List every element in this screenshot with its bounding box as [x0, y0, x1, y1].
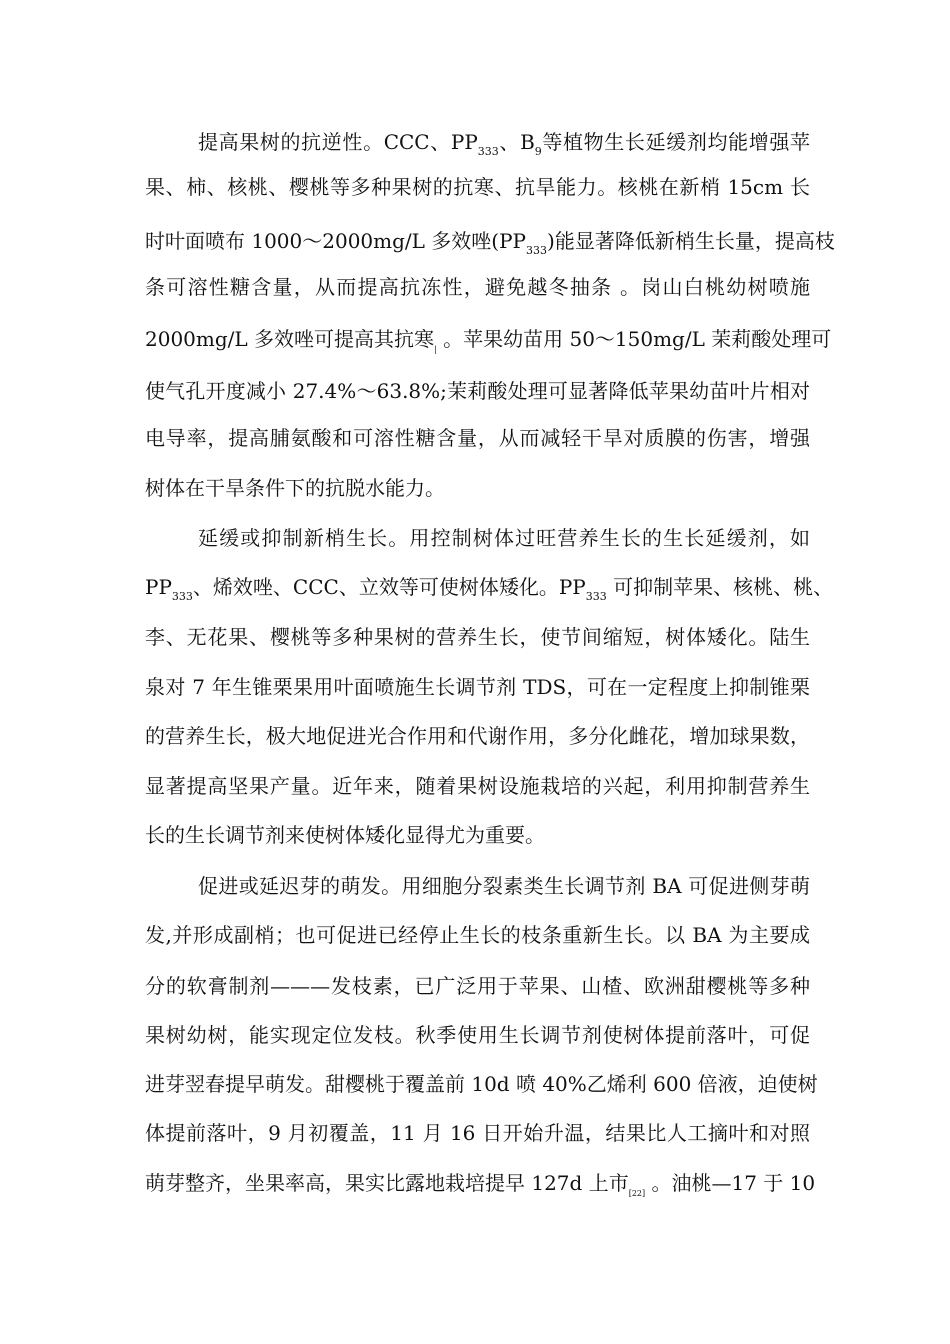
text-run: )能显著降低新梢生长量，提高枝 [547, 229, 835, 253]
paragraph-3-line-1: 促进或延迟芽的萌发。用细胞分裂素类生长调节剂 BA 可促进侧芽萌 [198, 874, 810, 898]
subscript: 333 [477, 145, 499, 158]
paragraph-1-line-4: 条可溶性糖含量，从而提高抗冻性，避免越冬抽条 。岗山白桃幼树喷施 [145, 275, 810, 299]
paragraph-2-line-3: 李、无花果、樱桃等多种果树的营养生长，使节间缩短，树体矮化。陆生 [145, 625, 810, 649]
paragraph-3-line-7 [145, 1166, 816, 1200]
text-run: 、烯效唑、CCC、立效等可使树体矮化。PP [192, 575, 586, 599]
subscript: 9 [534, 145, 542, 158]
paragraph-1-line-1 [145, 125, 810, 159]
paragraph-2-line-4: 泉对 7 年生锥栗果用叶面喷施生长调节剂 TDS，可在一定程度上抑制锥栗 [145, 675, 810, 699]
text-run: 等植物生长延缓剂均能增强苹 [541, 130, 810, 154]
paragraph-2-line-6: 显著提高坚果产量。近年来，随着果树设施栽培的兴起，利用抑制营养生 [145, 774, 810, 798]
paragraph-3-line-5: 进芽翌春提早萌发。甜樱桃于覆盖前 10d 喷 40%乙烯利 600 倍液，迫使树 [145, 1072, 818, 1096]
text-run: 2000mg/L 多效唑可提高其抗寒 [145, 327, 435, 351]
paragraph-1-line-6: 使气孔开度减小 27.4%～63.8%;茉莉酸处理可显著降低苹果幼苗叶片相对 [145, 379, 810, 403]
paragraph-3-line-4: 果树幼树，能实现定位发枝。秋季使用生长调节剂使树体提前落叶，可促 [145, 1023, 810, 1047]
paragraph-1-line-7: 电导率，提高脯氨酸和可溶性糖含量，从而减轻干旱对质膜的伤害，增强 [145, 426, 810, 450]
text-run: 。油桃—17 于 10 [645, 1171, 816, 1195]
paragraph-1-line-8: 树体在干旱条件下的抗脱水能力。 [145, 476, 445, 500]
text-run: 、B [498, 130, 535, 154]
paragraph-1-line-3 [145, 224, 835, 258]
paragraph-1-line-5 [145, 322, 832, 356]
paragraph-2-line-1: 延缓或抑制新梢生长。用控制树体过旺营养生长的生长延缓剂，如 [198, 526, 810, 550]
paragraph-2-line-5: 的营养生长，极大地促进光合作用和代谢作用，多分化雌花，增加球果数， [145, 724, 810, 748]
paragraph-2-line-7: 长的生长调节剂来使树体矮化显得尤为重要。 [145, 823, 545, 847]
text-run: 可抑制苹果、核桃、桃、 [606, 575, 834, 599]
paragraph-3-line-2: 发,并形成副梢；也可促进已经停止生长的枝条重新生长。以 BA 为主要成 [145, 923, 810, 947]
paragraph-3-line-6: 体提前落叶，9 月初覆盖，11 月 16 日开始升温，结果比人工摘叶和对照 [145, 1121, 810, 1145]
subscript: 333 [171, 590, 193, 603]
reference-mark: | [434, 345, 437, 354]
text-run: 时叶面喷布 1000～2000mg/L 多效唑(PP [145, 229, 527, 253]
text-run: 萌芽整齐，坐果率高，果实比露地栽培提早 127d 上市 [145, 1171, 629, 1195]
subscript: 333 [526, 244, 548, 257]
text-run: PP [145, 575, 172, 599]
citation-mark: [22] [628, 1189, 646, 1198]
subscript: 333 [585, 590, 607, 603]
paragraph-1-line-2: 果、柿、核桃、樱桃等多种果树的抗寒、抗旱能力。核桃在新梢 15cm 长 [145, 175, 810, 199]
text-run: 。苹果幼苗用 50～150mg/L 茉莉酸处理可 [436, 327, 832, 351]
paragraph-3-line-3: 分的软膏制剂———发枝素，已广泛用于苹果、山楂、欧洲甜樱桃等多种 [145, 974, 810, 998]
paragraph-2-line-2 [145, 570, 834, 604]
text-run: 提高果树的抗逆性。CCC、PP [198, 130, 478, 154]
